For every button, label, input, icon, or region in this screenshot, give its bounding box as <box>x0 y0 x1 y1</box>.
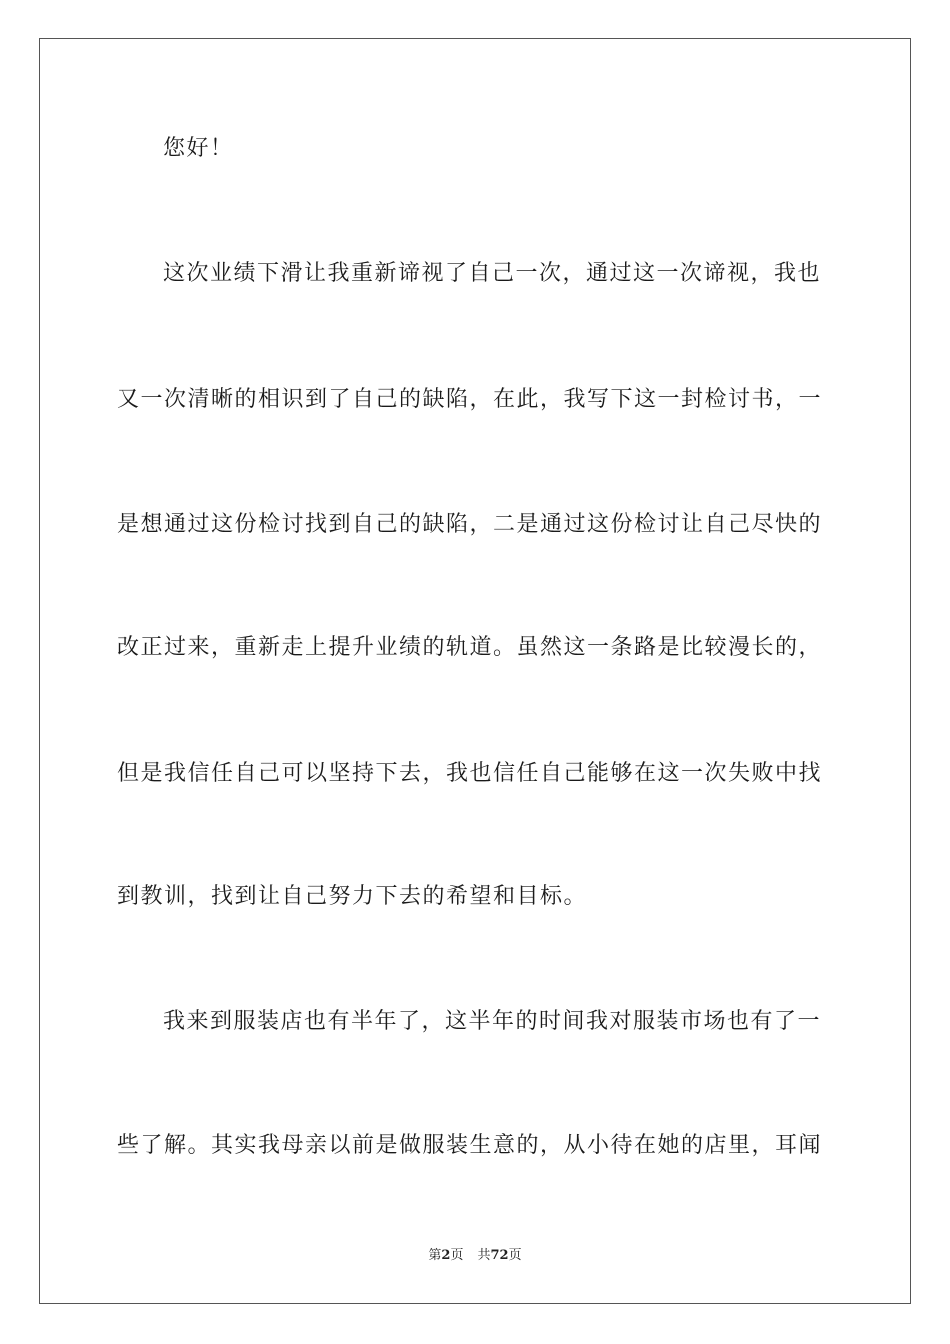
page-footer <box>0 1247 950 1265</box>
greeting-line: 您好！ <box>163 136 234 161</box>
paragraph-line: 改正过来，重新走上提升业绩的轨道。虽然这一条路是比较漫长的， <box>117 635 823 660</box>
page-frame <box>39 38 911 1304</box>
paragraph-line: 又一次清晰的相识到了自己的缺陷，在此，我写下这一封检讨书，一 <box>117 387 823 412</box>
paragraph-line: 是想通过这份检讨找到自己的缺陷，二是通过这份检讨让自己尽快的 <box>117 512 823 537</box>
total-prefix: 共 <box>477 1248 491 1263</box>
paragraph-line: 到教训，找到让自己努力下去的希望和目标。 <box>117 884 588 909</box>
paragraph-line: 这次业绩下滑让我重新谛视了自己一次，通过这一次谛视，我也 <box>163 261 822 286</box>
page-number: 2 <box>441 1248 451 1263</box>
paragraph-line: 但是我信任自己可以坚持下去，我也信任自己能够在这一次失败中找 <box>117 761 823 786</box>
page-prefix: 第 <box>428 1248 442 1263</box>
paragraph-line: 些了解。其实我母亲以前是做服装生意的，从小待在她的店里，耳闻 <box>117 1133 823 1158</box>
page-suffix: 页 <box>450 1248 464 1263</box>
total-suffix: 页 <box>508 1248 522 1263</box>
total-pages: 72 <box>490 1248 509 1263</box>
paragraph-line: 我来到服装店也有半年了，这半年的时间我对服装市场也有了一 <box>163 1009 822 1034</box>
